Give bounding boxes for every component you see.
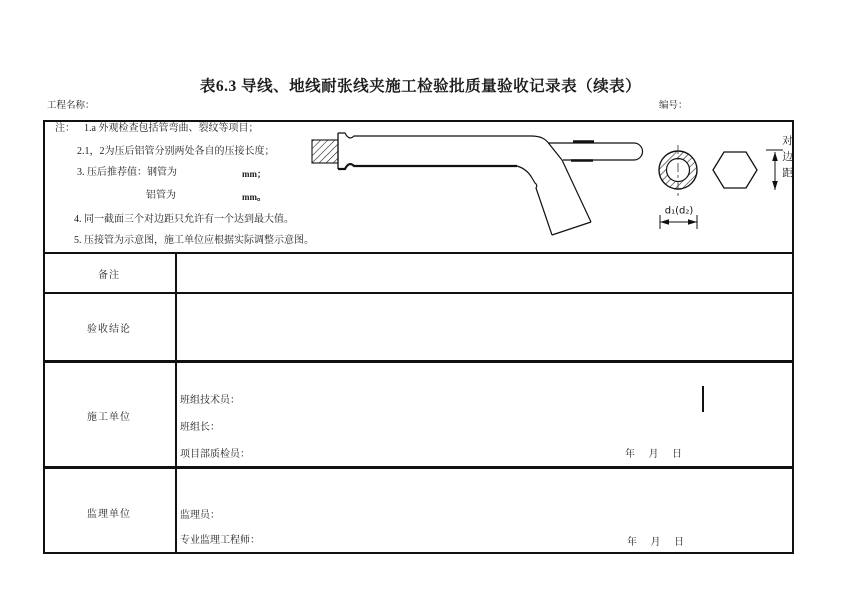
remark-row-label: 备注 xyxy=(98,270,120,281)
remark-content-cell[interactable] xyxy=(177,254,793,292)
steel-anchor-hatched-block xyxy=(312,133,338,169)
team-technician-label: 班组技术员： xyxy=(180,395,240,406)
note-line-3: 3. 压后推荐值：钢管为 xyxy=(77,167,177,178)
across-flats-label: 对边距 xyxy=(782,136,793,179)
note-line-2: 2.1，2为压后铝管分别两处各自的压接长度； xyxy=(77,146,275,157)
conclusion-content-cell[interactable] xyxy=(177,294,793,360)
note-line-4: 铝管为 xyxy=(146,190,176,201)
diameter-dimension-label: d₁(d₂) xyxy=(664,205,694,217)
construction-unit-row-label: 施工单位 xyxy=(87,412,131,423)
supervision-date-label: 年 月 日 xyxy=(627,537,684,548)
compression-tube-diagram xyxy=(305,120,795,253)
conclusion-row-label: 验收结论 xyxy=(87,324,131,335)
project-quality-inspector-label: 项目部质检员： xyxy=(180,449,250,460)
note-line-6: 5. 压接管为示意图，施工单位应根据实际调整示意图。 xyxy=(74,235,314,246)
note-line-4-unit: mm。 xyxy=(242,192,266,202)
supervision-signature-cell[interactable] xyxy=(177,470,793,553)
text-cursor xyxy=(702,386,704,412)
jumper-tube xyxy=(548,142,643,161)
tube-cross-section xyxy=(659,145,697,229)
project-name-label: 工程名称： xyxy=(47,101,95,111)
hexagon-cross-section xyxy=(713,152,757,188)
note-line-5: 4. 同一截面三个对边距只允许有一个达到最大值。 xyxy=(74,214,294,225)
notes-prefix: 注： xyxy=(55,123,75,134)
team-leader-label: 班组长： xyxy=(180,422,220,433)
construction-date-label: 年 月 日 xyxy=(625,449,682,460)
construction-signature-cell[interactable] xyxy=(177,364,793,466)
dimension-arrow-down xyxy=(772,181,778,190)
supervisor-label: 监理员： xyxy=(180,510,220,521)
note-line-3-unit: mm； xyxy=(242,169,266,179)
supervision-unit-row-label: 监理单位 xyxy=(87,509,131,520)
number-label: 编号： xyxy=(659,101,688,111)
divider-construction-supervision xyxy=(43,466,794,469)
supervision-engineer-label: 专业监理工程师： xyxy=(180,535,260,546)
clamp-body-outline xyxy=(338,133,591,235)
divider-conclusion-construction xyxy=(43,360,794,363)
page-title: 表6.3 导线、地线耐张线夹施工检验批质量验收记录表（续表） xyxy=(199,78,642,95)
dimension-arrow-left xyxy=(660,219,669,225)
dimension-arrow-up xyxy=(772,152,778,161)
dimension-arrow-right xyxy=(688,219,697,225)
note-line-1: 1.a 外观检查包括管弯曲、裂纹等项目； xyxy=(84,123,259,134)
